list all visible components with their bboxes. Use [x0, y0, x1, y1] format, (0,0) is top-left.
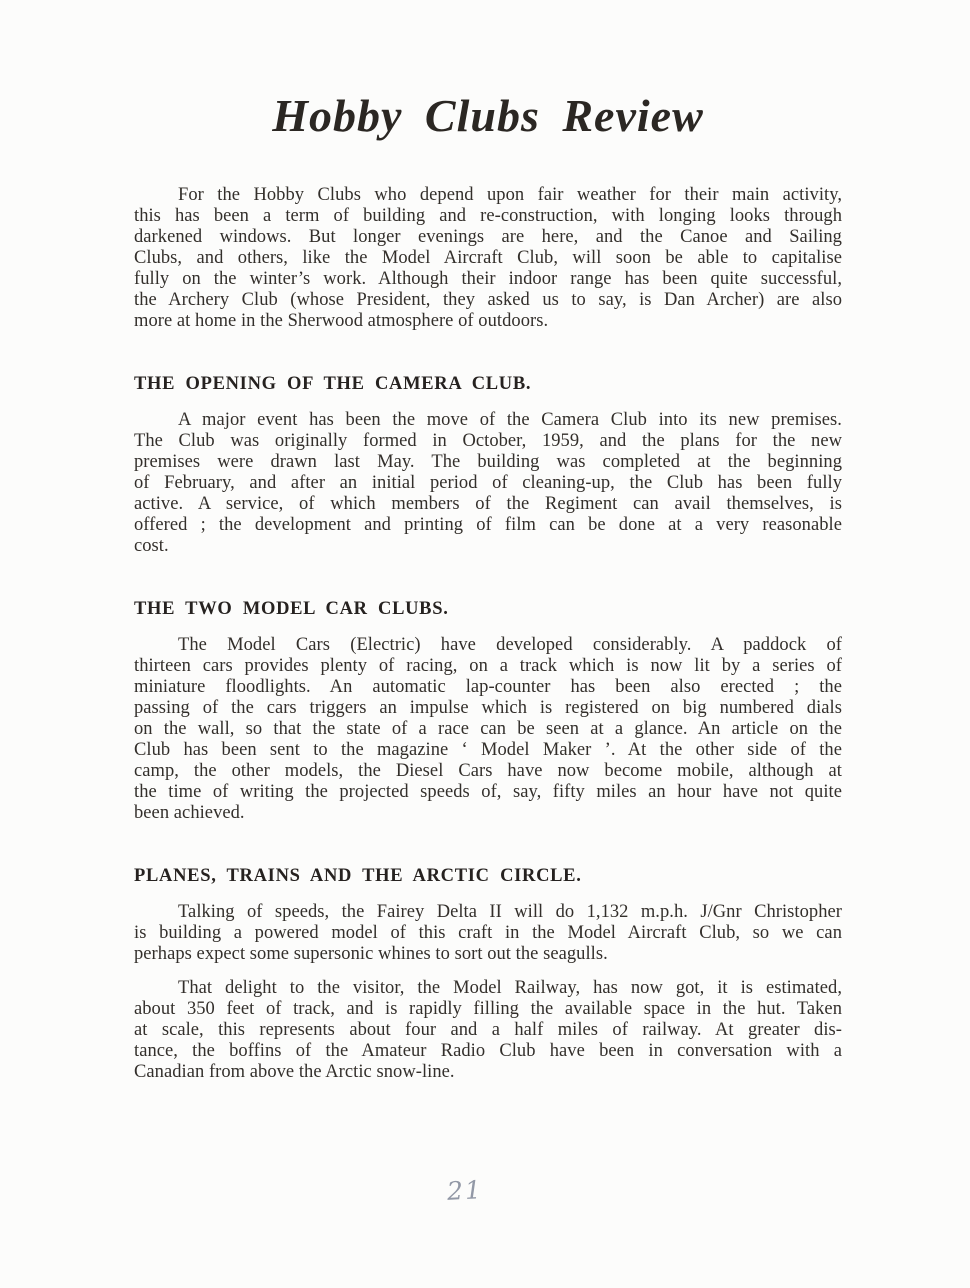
text-line: premises were drawn last May. The building was completed at the beginning: [134, 452, 842, 472]
text-line: Club has been sent to the magazine ‘ Model Maker ’. At the other side of the: [134, 740, 842, 760]
text-line: about 350 feet of track, and is rapidly filling the available space in the hut. Taken: [134, 999, 842, 1019]
text-line: Talking of speeds, the Fairey Delta II will do 1,132 m.p.h. J/Gnr Christopher: [178, 902, 842, 922]
text-line: The Model Cars (Electric) have developed considerably. A paddock of: [178, 635, 842, 655]
text-line: at scale, this represents about four and a half miles of railway. At greater dis-: [134, 1020, 842, 1040]
scanned-page: [0, 88, 970, 1288]
text-line: thirteen cars provides plenty of racing, on a track which is now lit by a series of: [134, 656, 842, 676]
text-line: Canadian from above the Arctic snow-line.: [134, 1062, 455, 1082]
paragraph-railway-radio: [134, 978, 842, 1083]
text-line: Clubs, and others, like the Model Aircraft Club, will soon be able to capitalise: [134, 248, 842, 268]
text-line: For the Hobby Clubs who depend upon fair weather for their main activity,: [178, 185, 842, 205]
text-line: the time of writing the projected speeds of, say, fifty miles an hour have not quite: [134, 782, 842, 802]
handwritten-page-number: 21: [446, 1175, 484, 1206]
text-line: miniature floodlights. An automatic lap-counter has been also erected ; the: [134, 677, 842, 697]
paragraph-camera-club: [134, 410, 842, 557]
text-line: camp, the other models, the Diesel Cars have now become mobile, although at: [134, 761, 842, 781]
text-line: tance, the boffins of the Amateur Radio Club have been in conversation with a: [134, 1041, 842, 1061]
page-title: Hobby Clubs Review: [272, 90, 704, 141]
text-line: passing of the cars triggers an impulse which is registered on big numbered dials: [134, 698, 842, 718]
paragraph-model-car-clubs: [134, 635, 842, 824]
section-heading-model-car-clubs: THE TWO MODEL CAR CLUBS.: [134, 599, 449, 619]
text-line: active. A service, of which members of the Regiment can avail themselves, is: [134, 494, 842, 514]
section-heading-planes-trains: PLANES, TRAINS AND THE ARCTIC CIRCLE.: [134, 866, 582, 886]
text-line: more at home in the Sherwood atmosphere of outdoors.: [134, 311, 549, 331]
text-line: A major event has been the move of the Camera Club into its new premises.: [178, 410, 842, 430]
text-line: cost.: [134, 536, 169, 556]
text-line: been achieved.: [134, 803, 245, 823]
text-line: is building a powered model of this craft in the Model Aircraft Club, so we can: [134, 923, 842, 943]
text-line: That delight to the visitor, the Model Railway, has now got, it is estimated,: [178, 978, 842, 998]
page-content: [134, 88, 842, 1083]
text-line: of February, and after an initial period of cleaning-up, the Club has been fully: [134, 473, 842, 493]
text-line: offered ; the development and printing of film can be done at a very reasonable: [134, 515, 842, 535]
section-heading-camera-club: THE OPENING OF THE CAMERA CLUB.: [134, 374, 532, 394]
paragraph-planes: [134, 902, 842, 965]
text-line: darkened windows. But longer evenings are here, and the Canoe and Sailing: [134, 227, 842, 247]
text-line: perhaps expect some supersonic whines to sort out the seagulls.: [134, 944, 608, 964]
text-line: fully on the winter’s work. Although their indoor range has been quite successful,: [134, 269, 842, 289]
text-line: the Archery Club (whose President, they asked us to say, is Dan Archer) are also: [134, 290, 842, 310]
text-line: this has been a term of building and re-construction, with longing looks through: [134, 206, 842, 226]
text-line: The Club was originally formed in October, 1959, and the plans for the new: [134, 431, 842, 451]
text-line: on the wall, so that the state of a race can be seen at a glance. An article on the: [134, 719, 842, 739]
intro-paragraph: [134, 185, 842, 332]
